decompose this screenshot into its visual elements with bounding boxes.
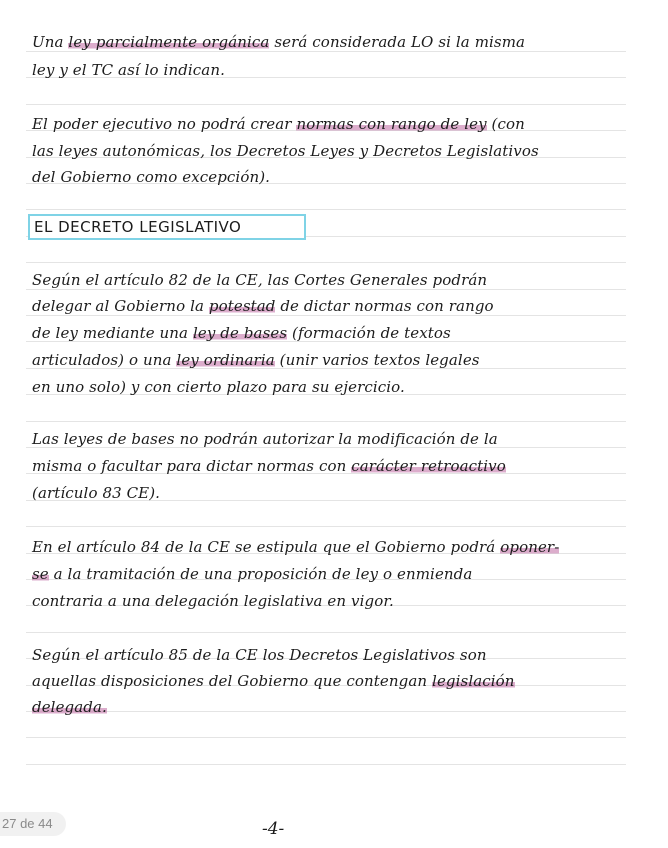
text-segment: Una xyxy=(32,33,69,51)
text-line xyxy=(32,564,632,584)
ruled-line xyxy=(26,764,626,765)
text-line xyxy=(32,377,632,397)
section-heading: EL DECRETO LEGISLATIVO xyxy=(34,218,242,236)
text-segment: (con xyxy=(486,115,525,133)
text-segment: Según el artículo 82 de la CE, las Cortes Generales podrán xyxy=(32,271,488,289)
text-line xyxy=(32,323,632,343)
text-line xyxy=(32,483,632,503)
text-segment: misma o facultar para dictar normas con xyxy=(32,457,352,475)
text-line xyxy=(32,60,632,80)
text-line xyxy=(32,591,632,611)
ruled-line xyxy=(26,209,626,210)
highlighted-text: oponer- xyxy=(500,538,560,556)
text-segment: El poder ejecutivo no podrá crear xyxy=(32,115,297,133)
text-line xyxy=(32,32,632,52)
text-segment: Según el artículo 85 de la CE los Decretos Legislativos son xyxy=(32,646,487,664)
ruled-line xyxy=(26,526,626,527)
ruled-line xyxy=(26,737,626,738)
text-segment: articulados) o una xyxy=(32,351,177,369)
highlighted-text: delegada. xyxy=(32,698,107,716)
text-segment: En el artículo 84 de la CE se estipula que el Gobierno podrá xyxy=(32,538,501,556)
text-segment: ley y el TC así lo indican. xyxy=(32,61,225,79)
text-segment: de dictar normas con rango xyxy=(275,297,494,315)
text-segment: (unir varios textos legales xyxy=(274,351,480,369)
text-segment: del Gobierno como excepción). xyxy=(32,168,271,186)
text-line xyxy=(32,270,632,290)
text-segment: las leyes autonómicas, los Decretos Leyes y Decretos Legislativos xyxy=(32,142,539,160)
ruled-line xyxy=(26,262,626,263)
text-line xyxy=(32,167,632,187)
text-line xyxy=(32,114,632,134)
text-line xyxy=(32,429,632,449)
ruled-line xyxy=(26,104,626,105)
text-segment: contraria a una delegación legislativa en vigor. xyxy=(32,592,394,610)
text-segment: de ley mediante una xyxy=(32,324,193,342)
ruled-line xyxy=(26,632,626,633)
text-segment: delegar al Gobierno la xyxy=(32,297,209,315)
highlighted-text: carácter retroactivo xyxy=(351,457,506,475)
text-line xyxy=(32,141,632,161)
text-segment: Las leyes de bases no podrán autorizar la modificación de la xyxy=(32,430,498,448)
highlighted-text: ley parcialmente orgánica xyxy=(68,33,270,51)
text-line xyxy=(32,456,632,476)
text-line xyxy=(32,671,632,691)
text-segment: a la tramitación de una proposición de ley o enmienda xyxy=(48,565,473,583)
highlighted-text: normas con rango de ley xyxy=(296,115,487,133)
highlighted-text: ley ordinaria xyxy=(176,351,275,369)
text-line xyxy=(32,645,632,665)
highlighted-text: ley de bases xyxy=(192,324,288,342)
page-number: -4- xyxy=(262,819,285,839)
text-line xyxy=(32,697,632,717)
text-line xyxy=(32,296,632,316)
text-line xyxy=(32,537,632,557)
highlighted-text: se xyxy=(32,565,49,583)
text-line xyxy=(32,350,632,370)
highlighted-text: legislación xyxy=(432,672,515,690)
text-segment: en uno solo) y con cierto plazo para su ejercicio. xyxy=(32,378,405,396)
highlighted-text: potestad xyxy=(208,297,276,315)
text-segment: (formación de textos xyxy=(287,324,451,342)
text-segment: aquellas disposiciones del Gobierno que contengan xyxy=(32,672,433,690)
text-segment: será considerada LO si la misma xyxy=(269,33,526,51)
page-indicator: 27 de 44 xyxy=(0,812,66,836)
ruled-line xyxy=(26,421,626,422)
text-segment: (artículo 83 CE). xyxy=(32,484,161,502)
